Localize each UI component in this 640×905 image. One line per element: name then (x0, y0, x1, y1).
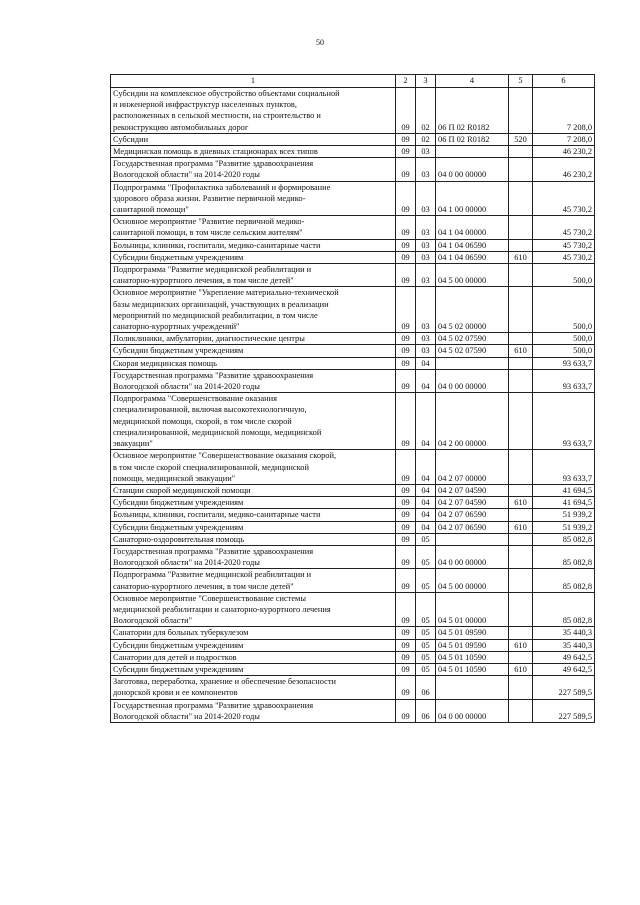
row-amount-cell: 45 730,2 (533, 251, 595, 263)
row-subsection-cell: 04 (416, 509, 436, 521)
row-expense-type-cell (509, 533, 533, 545)
row-name-cell: Государственная программа "Развитие здравоохранения Вологодской области" на 2014-2020 годы (111, 158, 396, 181)
row-target-article-cell: 04 2 07 00000 (436, 450, 509, 485)
row-target-article-cell (436, 533, 509, 545)
table-row (111, 569, 595, 592)
row-expense-type-cell (509, 484, 533, 496)
row-name-cell: Подпрограмма "Развитие медицинской реабилитации и санаторно-курортного лечения, в том числе детей" (111, 569, 396, 592)
row-target-article-cell: 04 1 04 06590 (436, 239, 509, 251)
row-subsection-cell: 03 (416, 333, 436, 345)
row-target-article-cell: 04 0 00 00000 (436, 369, 509, 392)
row-expense-type-cell: 610 (509, 521, 533, 533)
row-target-article-cell: 06 П 02 R0182 (436, 133, 509, 145)
row-target-article-cell (436, 357, 509, 369)
row-expense-type-cell: 610 (509, 663, 533, 675)
row-name-cell: Субсидии бюджетным учреждениям (111, 521, 396, 533)
row-name-cell: Подпрограмма "Совершенствование оказания специализированной, включая высокотехнологичную, медицинской помощи, скорой, в том числе скорой специализированной, медицинской помощи, медицинской эвакуации" (111, 393, 396, 450)
row-amount-cell: 35 440,3 (533, 627, 595, 639)
table-row (111, 333, 595, 345)
row-section-cell: 09 (396, 158, 416, 181)
row-section-cell: 09 (396, 676, 416, 699)
row-subsection-cell: 04 (416, 450, 436, 485)
row-subsection-cell: 03 (416, 181, 436, 216)
row-subsection-cell: 04 (416, 484, 436, 496)
table-row (111, 251, 595, 263)
table-row (111, 627, 595, 639)
row-amount-cell: 45 730,2 (533, 181, 595, 216)
row-subsection-cell: 03 (416, 239, 436, 251)
row-target-article-cell: 04 0 00 00000 (436, 545, 509, 568)
row-name-cell: Медицинская помощь в дневных стационарах всех типов (111, 146, 396, 158)
row-name-cell: Государственная программа "Развитие здравоохранения Вологодской области" на 2014-2020 годы (111, 699, 396, 722)
row-target-article-cell: 04 5 01 09590 (436, 627, 509, 639)
row-target-article-cell: 04 5 01 10590 (436, 651, 509, 663)
row-subsection-cell: 05 (416, 651, 436, 663)
header-cell-expense-type: 5 (509, 75, 533, 88)
row-target-article-cell: 04 2 00 00000 (436, 393, 509, 450)
row-subsection-cell: 05 (416, 663, 436, 675)
row-amount-cell: 85 082,8 (533, 533, 595, 545)
header-cell-name: 1 (111, 75, 396, 88)
table-row (111, 521, 595, 533)
row-target-article-cell: 04 5 01 10590 (436, 663, 509, 675)
row-amount-cell: 227 589,5 (533, 699, 595, 722)
row-subsection-cell: 03 (416, 158, 436, 181)
row-name-cell: Подпрограмма "Профилактика заболеваний и формирование здорового образа жизни. Развитие первичной медико- санитарной помощи" (111, 181, 396, 216)
row-target-article-cell: 04 5 02 00000 (436, 287, 509, 333)
table-row (111, 651, 595, 663)
row-subsection-cell: 05 (416, 592, 436, 627)
table-row (111, 663, 595, 675)
row-section-cell: 09 (396, 497, 416, 509)
row-target-article-cell: 04 0 00 00000 (436, 158, 509, 181)
row-subsection-cell: 03 (416, 264, 436, 287)
row-name-cell: Заготовка, переработка, хранение и обеспечение безопасности донорской крови и ее компонентов (111, 676, 396, 699)
row-expense-type-cell (509, 651, 533, 663)
row-target-article-cell: 04 1 04 06590 (436, 251, 509, 263)
row-expense-type-cell: 610 (509, 639, 533, 651)
row-subsection-cell: 05 (416, 533, 436, 545)
row-amount-cell: 7 208,0 (533, 133, 595, 145)
row-name-cell: Субсидии (111, 133, 396, 145)
row-name-cell: Больницы, клиники, госпитали, медико-санитарные части (111, 509, 396, 521)
table-row (111, 509, 595, 521)
row-name-cell: Основное мероприятие "Укрепление материально-технической базы медицинских организаций, участвующих в реализации мероприятий по медицинской реабилитации, в том числе санаторно-курортных учреждений" (111, 287, 396, 333)
row-amount-cell: 51 939,2 (533, 509, 595, 521)
row-section-cell: 09 (396, 264, 416, 287)
table-row (111, 676, 595, 699)
table-row (111, 264, 595, 287)
row-name-cell: Субсидии бюджетным учреждениям (111, 663, 396, 675)
row-subsection-cell: 04 (416, 521, 436, 533)
row-section-cell: 09 (396, 592, 416, 627)
table-row (111, 88, 595, 134)
row-target-article-cell: 04 0 00 00000 (436, 699, 509, 722)
row-subsection-cell: 05 (416, 639, 436, 651)
row-name-cell: Основное мероприятие "Совершенствование оказания скорой, в том числе скорой специализированной, медицинской помощи, медицинской эвакуации" (111, 450, 396, 485)
row-section-cell: 09 (396, 216, 416, 239)
row-amount-cell: 49 642,5 (533, 663, 595, 675)
row-target-article-cell (436, 676, 509, 699)
row-amount-cell: 45 730,2 (533, 239, 595, 251)
row-section-cell: 09 (396, 357, 416, 369)
row-subsection-cell: 05 (416, 545, 436, 568)
row-name-cell: Больницы, клиники, госпитали, медико-санитарные части (111, 239, 396, 251)
row-section-cell: 09 (396, 533, 416, 545)
row-expense-type-cell (509, 264, 533, 287)
table-row (111, 545, 595, 568)
table-row (111, 158, 595, 181)
table-row (111, 357, 595, 369)
row-target-article-cell: 04 5 02 07590 (436, 345, 509, 357)
row-subsection-cell: 02 (416, 88, 436, 134)
row-section-cell: 09 (396, 133, 416, 145)
row-amount-cell: 93 633,7 (533, 357, 595, 369)
row-amount-cell: 93 633,7 (533, 393, 595, 450)
row-amount-cell: 46 230,2 (533, 146, 595, 158)
row-amount-cell: 500,0 (533, 264, 595, 287)
row-section-cell: 09 (396, 699, 416, 722)
row-expense-type-cell (509, 181, 533, 216)
row-section-cell: 09 (396, 450, 416, 485)
table-row (111, 239, 595, 251)
row-section-cell: 09 (396, 333, 416, 345)
row-target-article-cell: 04 1 04 00000 (436, 216, 509, 239)
row-subsection-cell: 03 (416, 287, 436, 333)
row-name-cell: Подпрограмма "Развитие медицинской реабилитации и санаторно-курортного лечения, в том числе детей" (111, 264, 396, 287)
row-expense-type-cell (509, 627, 533, 639)
row-target-article-cell: 04 2 07 04590 (436, 497, 509, 509)
row-target-article-cell: 04 5 00 00000 (436, 569, 509, 592)
row-target-article-cell: 04 5 01 09590 (436, 639, 509, 651)
row-subsection-cell: 04 (416, 393, 436, 450)
row-name-cell: Санаторно-оздоровительная помощь (111, 533, 396, 545)
row-section-cell: 09 (396, 521, 416, 533)
table-row (111, 450, 595, 485)
row-subsection-cell: 03 (416, 345, 436, 357)
row-name-cell: Санатории для больных туберкулезом (111, 627, 396, 639)
row-name-cell: Станции скорой медицинской помощи (111, 484, 396, 496)
row-expense-type-cell (509, 216, 533, 239)
row-subsection-cell: 06 (416, 676, 436, 699)
row-section-cell: 09 (396, 393, 416, 450)
row-target-article-cell: 04 1 00 00000 (436, 181, 509, 216)
row-name-cell: Государственная программа "Развитие здравоохранения Вологодской области" на 2014-2020 годы (111, 545, 396, 568)
row-expense-type-cell: 610 (509, 345, 533, 357)
row-subsection-cell: 04 (416, 369, 436, 392)
row-expense-type-cell (509, 239, 533, 251)
row-target-article-cell (436, 146, 509, 158)
row-name-cell: Основное мероприятие "Совершенствование системы медицинской реабилитации и санаторно-курортного лечения Вологодской области" (111, 592, 396, 627)
row-target-article-cell: 04 2 07 06590 (436, 509, 509, 521)
table-row (111, 345, 595, 357)
row-amount-cell: 35 440,3 (533, 639, 595, 651)
page-number: 50 (316, 38, 324, 47)
row-expense-type-cell (509, 146, 533, 158)
row-amount-cell: 500,0 (533, 287, 595, 333)
row-amount-cell: 500,0 (533, 345, 595, 357)
header-cell-section: 2 (396, 75, 416, 88)
row-target-article-cell: 04 5 01 00000 (436, 592, 509, 627)
row-section-cell: 09 (396, 181, 416, 216)
table-row (111, 287, 595, 333)
row-expense-type-cell (509, 592, 533, 627)
row-section-cell: 09 (396, 569, 416, 592)
table-body (111, 88, 595, 723)
table-row (111, 393, 595, 450)
row-section-cell: 09 (396, 663, 416, 675)
table-row (111, 133, 595, 145)
row-expense-type-cell (509, 450, 533, 485)
table-row (111, 484, 595, 496)
row-name-cell: Субсидии бюджетным учреждениям (111, 345, 396, 357)
row-amount-cell: 227 589,5 (533, 676, 595, 699)
row-section-cell: 09 (396, 146, 416, 158)
table-row (111, 216, 595, 239)
table-row (111, 181, 595, 216)
table-row (111, 146, 595, 158)
row-subsection-cell: 02 (416, 133, 436, 145)
header-cell-target-article: 4 (436, 75, 509, 88)
row-expense-type-cell (509, 287, 533, 333)
row-expense-type-cell (509, 333, 533, 345)
row-amount-cell: 93 633,7 (533, 369, 595, 392)
row-target-article-cell: 04 5 02 07590 (436, 333, 509, 345)
row-name-cell: Основное мероприятие "Развитие первичной медико- санитарной помощи, в том числе сельским жителям" (111, 216, 396, 239)
row-subsection-cell: 05 (416, 569, 436, 592)
row-subsection-cell: 05 (416, 627, 436, 639)
row-name-cell: Субсидии бюджетным учреждениям (111, 497, 396, 509)
budget-table (110, 74, 595, 723)
row-expense-type-cell (509, 88, 533, 134)
row-subsection-cell: 03 (416, 216, 436, 239)
row-amount-cell: 51 939,2 (533, 521, 595, 533)
table-row (111, 592, 595, 627)
row-expense-type-cell (509, 158, 533, 181)
row-subsection-cell: 04 (416, 357, 436, 369)
row-name-cell: Субсидии бюджетным учреждениям (111, 639, 396, 651)
row-section-cell: 09 (396, 369, 416, 392)
row-section-cell: 09 (396, 651, 416, 663)
table-row (111, 369, 595, 392)
header-cell-subsection: 3 (416, 75, 436, 88)
row-expense-type-cell (509, 569, 533, 592)
row-target-article-cell: 04 2 07 04590 (436, 484, 509, 496)
row-target-article-cell: 04 2 07 06590 (436, 521, 509, 533)
row-amount-cell: 93 633,7 (533, 450, 595, 485)
row-name-cell: Санатории для детей и подростков (111, 651, 396, 663)
row-amount-cell: 85 082,8 (533, 592, 595, 627)
row-expense-type-cell (509, 545, 533, 568)
table-row (111, 497, 595, 509)
row-section-cell: 09 (396, 88, 416, 134)
row-expense-type-cell (509, 699, 533, 722)
row-amount-cell: 41 694,5 (533, 484, 595, 496)
row-section-cell: 09 (396, 545, 416, 568)
table-row (111, 533, 595, 545)
row-section-cell: 09 (396, 239, 416, 251)
header-cell-amount: 6 (533, 75, 595, 88)
row-section-cell: 09 (396, 627, 416, 639)
row-target-article-cell: 06 П 02 R0182 (436, 88, 509, 134)
row-section-cell: 09 (396, 639, 416, 651)
row-section-cell: 09 (396, 484, 416, 496)
row-expense-type-cell (509, 369, 533, 392)
row-amount-cell: 41 694,5 (533, 497, 595, 509)
row-target-article-cell: 04 5 00 00000 (436, 264, 509, 287)
row-name-cell: Поликлиники, амбулатории, диагностические центры (111, 333, 396, 345)
row-amount-cell: 45 730,2 (533, 216, 595, 239)
row-amount-cell: 85 082,8 (533, 569, 595, 592)
row-subsection-cell: 03 (416, 251, 436, 263)
table-row (111, 639, 595, 651)
row-name-cell: Скорая медицинская помощь (111, 357, 396, 369)
row-section-cell: 09 (396, 287, 416, 333)
table-header-row (111, 75, 595, 88)
row-section-cell: 09 (396, 251, 416, 263)
row-amount-cell: 7 208,0 (533, 88, 595, 134)
row-amount-cell: 85 082,8 (533, 545, 595, 568)
row-expense-type-cell: 610 (509, 497, 533, 509)
row-expense-type-cell: 520 (509, 133, 533, 145)
row-expense-type-cell (509, 393, 533, 450)
row-section-cell: 09 (396, 509, 416, 521)
row-name-cell: Субсидии бюджетным учреждениям (111, 251, 396, 263)
row-subsection-cell: 03 (416, 146, 436, 158)
row-expense-type-cell (509, 509, 533, 521)
row-name-cell: Субсидии на комплексное обустройство объектами социальной и инженерной инфраструктур населенных пунктов, расположенных в сельской местности, на строительство и реконструкцию автомобильных дорог (111, 88, 396, 134)
row-amount-cell: 46 230,2 (533, 158, 595, 181)
row-section-cell: 09 (396, 345, 416, 357)
row-expense-type-cell: 610 (509, 251, 533, 263)
row-subsection-cell: 04 (416, 497, 436, 509)
row-name-cell: Государственная программа "Развитие здравоохранения Вологодской области" на 2014-2020 годы (111, 369, 396, 392)
row-expense-type-cell (509, 357, 533, 369)
row-subsection-cell: 06 (416, 699, 436, 722)
row-expense-type-cell (509, 676, 533, 699)
row-amount-cell: 500,0 (533, 333, 595, 345)
row-amount-cell: 49 642,5 (533, 651, 595, 663)
table-row (111, 699, 595, 722)
